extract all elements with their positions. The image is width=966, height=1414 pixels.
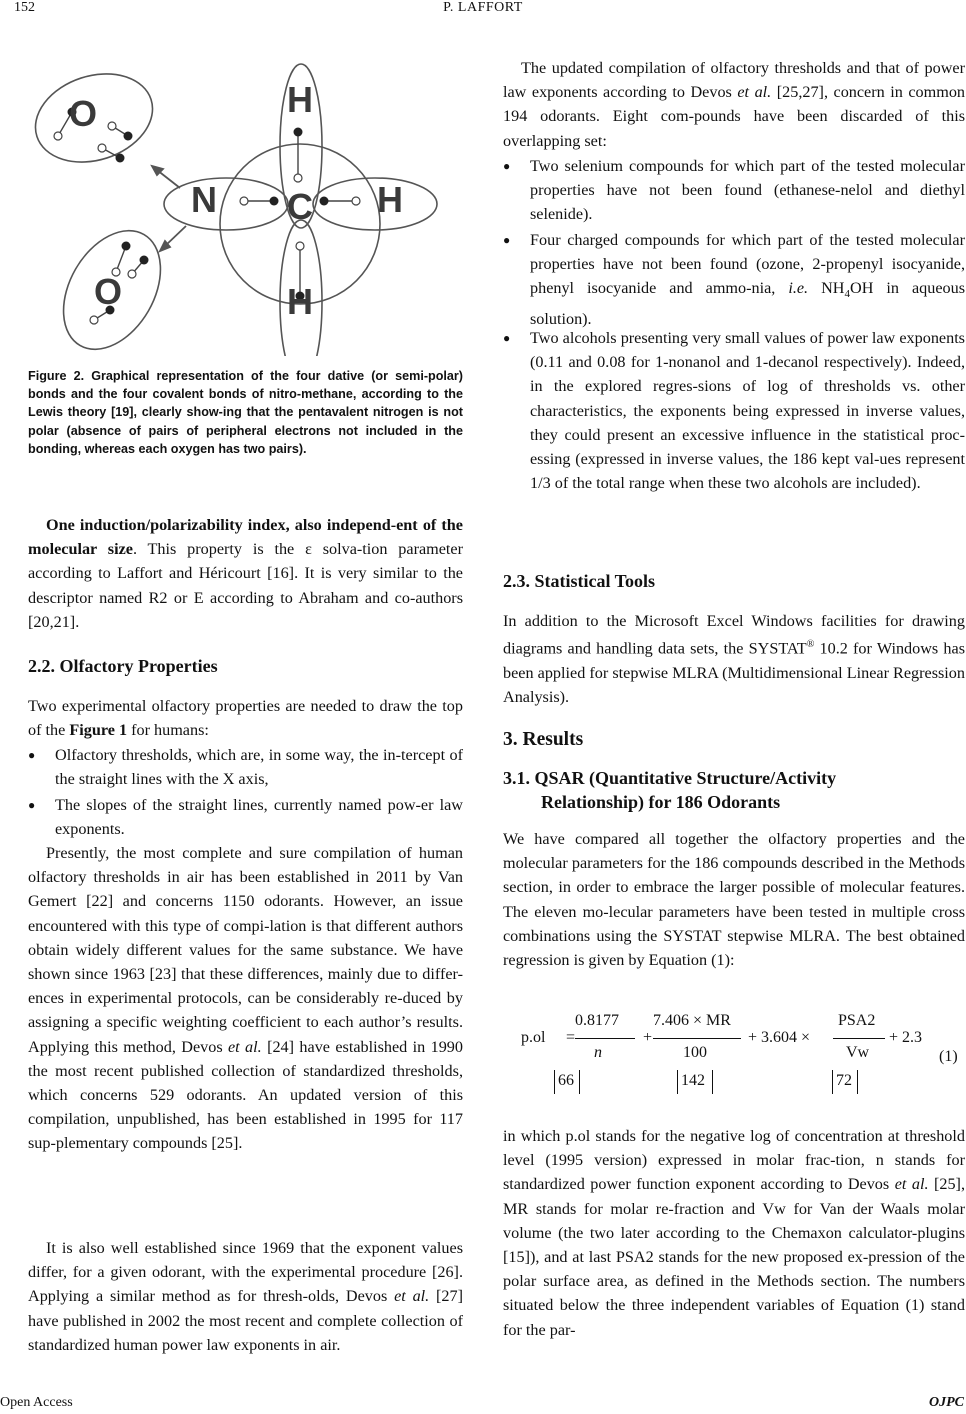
paragraph-induction (28, 513, 463, 634)
equation-lhs: p.ol (521, 1029, 546, 1046)
equation-1 (503, 1008, 965, 1108)
equation-denominator-3: Vw (846, 1044, 870, 1061)
equation-plus-1: + (643, 1029, 653, 1046)
induction-bold-lead: One induction/polarizability index, also independ-ent of the molecular size (28, 516, 463, 559)
equation-partial-2: 142 (681, 1072, 705, 1089)
equation-plus-2: + 3.604 × (748, 1029, 811, 1046)
updated-text-a: The updated compilation of olfactory thresholds and that of power law exponents according to Devos (503, 59, 965, 102)
presently-text-a: Presently, the most complete and sure compilation of human olfactory thresholds in air has been established in 2011 by Van Gemert [22] and concerns 1150 odorants. However, an issue encountered with this type of compi-lation is that different authors obtain widely different values for the same substance. We have shown since 1963 [23] that these differences, mainly due to differ-ences in experimental protocols, can be considerably re-duced by assigning a specific weighting coefficient to each author’s results. Applying this method, Devos (28, 844, 463, 1056)
section-heading-results: 3. Results (503, 729, 584, 750)
hydrogen-right-label: H (377, 179, 403, 220)
which-etal: et al. (894, 1175, 929, 1194)
equation-equals: = (566, 1029, 576, 1046)
presently-text-b: [24] have established in 1990 the most recent published collection of standardized thresholds, which concerns 529 odorants. An updated version of this compilation, unpublished, has been established in 1995 for 117 sup-plementary compounds [25]. (28, 1037, 463, 1153)
subsection-heading-qsar-line1: 3.1. QSAR (Quantitative Structure/Activity (503, 768, 837, 788)
stat-text-a: In addition to the Microsoft Excel Windows facilities for drawing diagrams and handling data sets, the SYSTAT (503, 612, 965, 658)
equation-number: (1) (939, 1048, 958, 1065)
stat-text-b: 10.2 for Windows has been applied for stepwise MLRA (Multidimensional Linear Regression Analysis). (503, 639, 965, 706)
nitromethane-diagram (28, 46, 463, 356)
footer-open-access: Open Access (0, 1395, 73, 1410)
exponent-text-b: [27] have published in 2002 the most recent and complete collection of standardized human power law exponents in air. (28, 1287, 464, 1354)
bullet-thresholds-text: Olfactory thresholds, which are, in some way, the in-tercept of the straight lines with the X axis, (55, 746, 463, 789)
nitrogen-label: N (191, 179, 217, 220)
equation-partial-3: 72 (836, 1072, 852, 1089)
h-right-ellipse (313, 178, 437, 230)
running-head-author: P. LAFFORT (443, 0, 523, 15)
page-number: 152 (14, 0, 35, 15)
bullet-dot-icon: ● (28, 798, 36, 812)
paragraph-statistical (503, 609, 965, 709)
equation-numerator-2: 7.406 × MR (653, 1012, 731, 1029)
footer-journal: OJPC (929, 1395, 964, 1410)
equation-denominator-1: n (594, 1044, 602, 1061)
which-text-b: [25], MR stands for molar re-fraction and Vw for Van der Waals molar volume (the two later according to the Chemaxon calculator-plugins [15]), and at last PSA2 stands for the new proposed ex-pression of the polar surface area, as defined in the Methods section. The numbers situated below the three independent variables of Equation (1) stand for the par- (503, 1175, 965, 1339)
subsection-heading-qsar-line2: Relationship) for 186 Odorants (541, 792, 781, 812)
equation-numerator-3: PSA2 (838, 1012, 876, 1029)
two-properties-end: for humans: (127, 721, 209, 740)
hydrogen-bottom-label: H (287, 281, 313, 322)
equation-numerator-1: 0.8177 (575, 1012, 619, 1029)
registered-mark: ® (806, 639, 815, 651)
paragraph-updated (503, 56, 965, 153)
figure-2-caption: Figure 2. Graphical representation of the four dative (or semi-polar) bonds and the four covalent bonds of nitro-methane, according to the Lewis theory [19], clearly show-ing that the pentavalent nitrogen is not polar (absence of pairs of peripheral electrons not included in the bonding, whereas each oxygen has two pairs). (28, 369, 463, 456)
induction-rest: . This property is the ε solva-tion parameter according to Laffort and Héricourt [16]. It is very similar to the descriptor named R2 or E according to Abraham and co-authors [20,21]. (28, 540, 463, 631)
section-heading-olfactory: 2.2. Olfactory Properties (28, 656, 218, 676)
bullet-slopes (28, 793, 463, 841)
bullet-alcohols (503, 326, 965, 495)
two-properties-text: Two experimental olfactory properties are needed to draw the top of the (28, 697, 463, 740)
oxygen-top-label: O (68, 93, 98, 134)
bullet-dot-icon: ● (503, 159, 511, 173)
charged-subscript: 4 (844, 288, 850, 301)
which-text-a: in which p.ol stands for the negative log of concentration at threshold level (1995 version) expressed in molar frac-tion, n stands for standardized power function exponent according to Devos (503, 1127, 965, 1194)
paragraph-compared: We have compared all together the olfactory properties and the molecular parameters for the 186 compounds described in the Methods section, in order to embrace the larger possible of molecular features. The eleven mo-lecular parameters have been tested in multiple cross combinations using the SYSTAT stepwise MLRA. The best obtained regression is given by Equation (1): (503, 830, 965, 970)
charged-ie: i.e. (788, 279, 809, 298)
charged-text-b: OH in aqueous solution). (530, 279, 966, 328)
figure-1-ref: Figure 1 (69, 721, 128, 740)
charged-nh: NH (808, 279, 845, 298)
carbon-label: C (287, 186, 313, 227)
equation-denominator-2: 100 (683, 1044, 707, 1061)
exponent-etal: et al. (394, 1287, 430, 1306)
section-heading-statistical-tools: 2.3. Statistical Tools (503, 571, 656, 591)
n-ellipse (164, 178, 288, 230)
paragraph-two-properties (28, 694, 463, 742)
oxygen-bottom-label: O (93, 271, 123, 312)
paragraph-presently (28, 841, 463, 1156)
bullet-selenium-text: Two selenium compounds for which part of the tested molecular properties have not been found (ethanese-nelol and diethyl selenide). (530, 157, 965, 224)
paragraph-in-which (503, 1124, 965, 1342)
figure-2-lewis-diagram (28, 46, 463, 356)
bullet-dot-icon: ● (503, 233, 511, 247)
equation-plus-3: + 2.3 (889, 1029, 923, 1046)
updated-text-b: [25,27], concern in common 194 odorants. Eight com-pounds have been discarded of this overlapping set: (503, 83, 966, 150)
exponent-text-a: It is also well established since 1969 that the exponent values differ, for a given odorant, with the experimental procedure [26]. Applying a similar method as for thresh-olds, Devos (28, 1239, 463, 1306)
charged-text-a: Four charged compounds for which part of the tested molecular properties have not been found (ozone, 2-propenyl isocyanide, phenyl isocyanide and ammo-nia, (530, 231, 965, 298)
bullet-selenium (503, 154, 965, 227)
bullet-alcohols-text: Two alcohols presenting very small values of power law exponents (0.11 and 0.08 for 1-nonanol and 1-decanol respectively). Indeed, in the explored regres-sions of log of thresholds vs. other characteristics, the exponents being expressed in inverse values, they could present an excessive influence in the statistical proc-essing (expressed in inverse values, the 186 kept val-ues represent 1/3 of the total range when these two alcohols are included). (530, 329, 965, 493)
hydrogen-top-label: H (287, 79, 313, 120)
bullet-dot-icon: ● (503, 331, 511, 345)
bullet-charged (503, 228, 965, 331)
updated-etal: et al. (737, 83, 772, 102)
bullet-slopes-text: The slopes of the straight lines, currently named pow-er law exponents. (55, 796, 463, 839)
presently-etal: et al. (228, 1037, 262, 1056)
bullet-thresholds (28, 743, 463, 791)
paragraph-exponent (28, 1236, 463, 1357)
equation-partial-1: 66 (558, 1072, 574, 1089)
bullet-dot-icon: ● (28, 748, 36, 762)
